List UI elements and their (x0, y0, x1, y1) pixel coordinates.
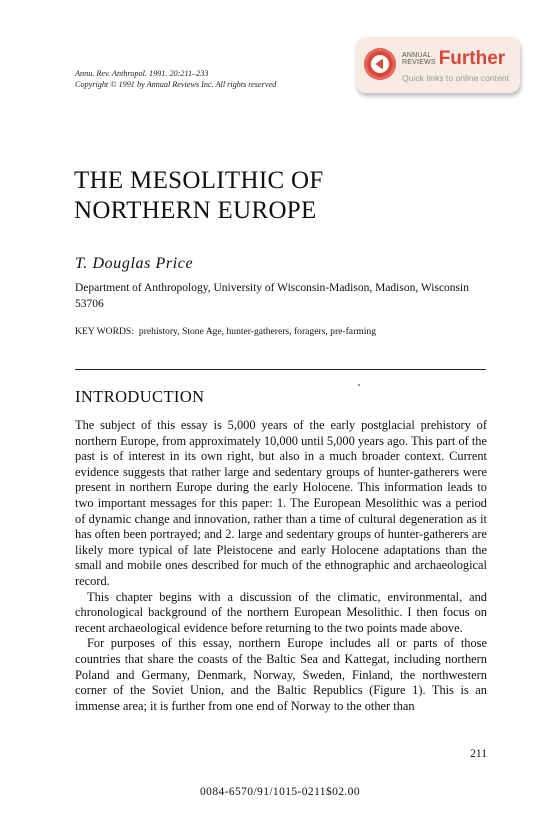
banner-tagline[interactable]: Quick links to online content (402, 73, 510, 83)
stray-dot (358, 384, 360, 386)
title-line-2: NORTHERN EUROPE (74, 197, 317, 224)
paragraph-1: The subject of this essay is 5,000 years of the early postglacial prehistory of northern Europe, from approximately 10,000 until 5,000 years ago. This part of the past is of interest in its own right, but also in a much broader context. Current evidence suggests that rather large and sedentary groups of hunter-gatherers were present in northern Europe during the early Holocene. This information leads to two important messages for this paper: 1. The European Mesolithic was a period of dynamic change and innovation, rather than a time of cultural degeneration as it has often been portrayed; and 2. large and sedentary groups of hunter-gatherers are likely more typical of late Pleistocene and early Holocene adaptations than the small and mobile ones described for much of the ethnographic and archaeological record. (75, 418, 488, 588)
section-heading: INTRODUCTION (75, 387, 205, 406)
reviews-label: REVIEWS (402, 59, 436, 66)
paragraph-2: This chapter begins with a discussion of the climatic, environmental, and chronological background of the northern European Mesolithic. I then focus on recent archaeological evidence before returning to the two points made above. (75, 589, 487, 635)
keywords (75, 326, 376, 337)
page-number: 211 (470, 748, 487, 760)
price-code: 0084-6570/91/1015-0211$02.00 (200, 786, 360, 798)
article-title (74, 166, 474, 226)
keywords-list: prehistory, Stone Age, hunter-gatherers, foragers, pre-farming (138, 326, 376, 337)
journal-citation: Annu. Rev. Anthropol. 1991. 20:211–233 (75, 69, 209, 78)
author-affiliation: Department of Anthropology, University of Wisconsin-Madison, Madison, Wisconsin 53706 (75, 282, 469, 310)
author-name: T. Douglas Price (75, 255, 194, 272)
play-arrow-icon[interactable] (364, 48, 396, 80)
further-label: Further (438, 48, 506, 69)
title-line-1: THE MESOLITHIC OF (74, 167, 324, 194)
journal-info (75, 68, 276, 90)
section-divider (75, 369, 486, 370)
annual-reviews-wordmark (402, 52, 436, 66)
keywords-label: KEY WORDS: (75, 326, 134, 337)
copyright-notice: Copyright © 1991 by Annual Reviews Inc. All rights reserved (75, 80, 277, 89)
body-text (75, 418, 487, 714)
paragraph-3: For purposes of this essay, northern Europe includes all or parts of those countries that share the coasts of the Baltic Sea and Kattegat, including northern Poland and Germany, Denmark, Norway, Sweden, Finland, the northwestern corner of the Soviet Union, and the Baltic Republics (Figure 1). This is an immense area; it is further from one end of Norway to the other than (75, 636, 487, 713)
further-banner[interactable] (356, 37, 520, 93)
annual-label: ANNUAL (402, 52, 432, 59)
